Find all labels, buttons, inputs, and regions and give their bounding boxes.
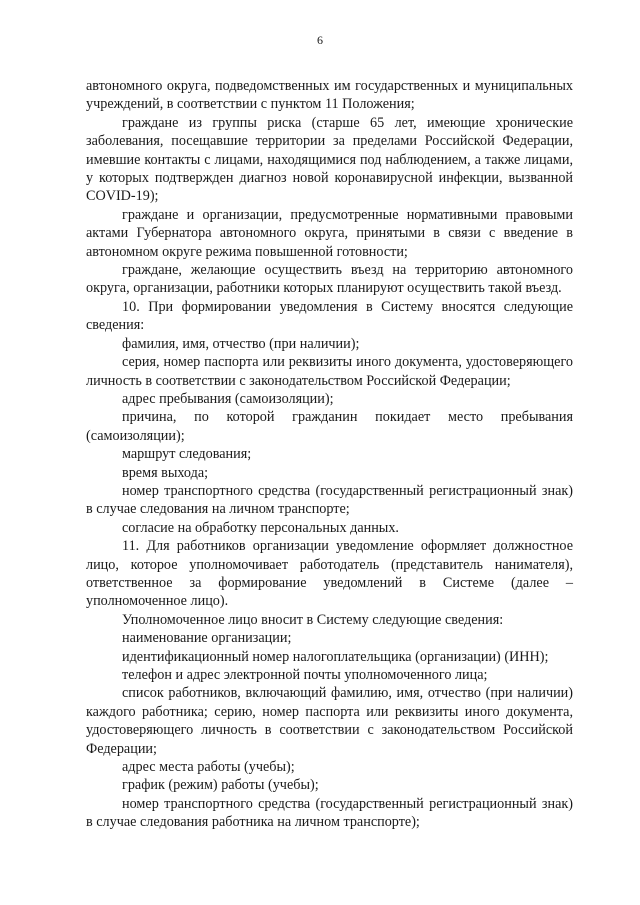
paragraph-7: серия, номер паспорта или реквизиты иного документа, удостоверяющего личность в соответствии с законодательством Российской Федерации; xyxy=(86,354,573,389)
paragraph-14: 11. Для работников организации уведомление оформляет должностное лицо, которое уполномочивает работодатель (представитель нанимателя), ответственное за формирование уведомлений в Системе (далее – уполномоченное лицо). xyxy=(86,538,573,610)
paragraph-13: согласие на обработку персональных данных. xyxy=(122,519,399,536)
paragraph-21: график (режим) работы (учебы); xyxy=(122,777,319,794)
paragraph-9: причина, по которой гражданин покидает место пребывания (самоизоляции); xyxy=(86,409,573,444)
paragraph-12: номер транспортного средства (государственный регистрационный знак) в случае следования на личном транспорте; xyxy=(86,482,573,518)
paragraph-8: адрес пребывания (самоизоляции); xyxy=(122,390,334,407)
paragraph-2: граждане из группы риска (старше 65 лет, имеющие хронические заболевания, посещавшие территории за пределами Российской Федерации, имевшие контакты с лицами, находящимися под наблюдением, а также лицами, у которых подтвержден диагноз новой коронавирусной инфекции, вызванной COVID-19); xyxy=(86,114,573,205)
paragraph-6: фамилия, имя, отчество (при наличии); xyxy=(122,335,360,352)
paragraph-11: время выхода; xyxy=(122,464,209,481)
paragraph-10: маршрут следования; xyxy=(122,446,252,463)
paragraph-1: автономного округа, подведомственных им государственных и муниципальных учреждений, в соответствии с пунктом 11 Положения; xyxy=(86,78,573,113)
paragraph-3: граждане и организации, предусмотренные нормативными правовыми актами Губернатора автономного округа, принятыми в связи с введение в автономном округе режима повышенной готовности; xyxy=(86,206,573,260)
paragraph-20: адрес места работы (учебы); xyxy=(122,759,295,776)
paragraph-15: Уполномоченное лицо вносит в Систему следующие сведения: xyxy=(122,611,504,628)
paragraph-22: номер транспортного средства (государственный регистрационный знак) в случае следования работника на личном транспорте); xyxy=(86,795,573,831)
paragraph-17: идентификационный номер налогоплательщика (организации) (ИНН); xyxy=(122,648,549,665)
page-number: 6 xyxy=(317,33,323,47)
paragraph-4: граждане, желающие осуществить въезд на территорию автономного округа, организации, работники которых планируют осуществить такой въезд. xyxy=(86,262,573,297)
paragraph-19: список работников, включающий фамилию, имя, отчество (при наличии) каждого работника; серию, номер паспорта или реквизиты иного документа, удостоверяющего личность в соответствии с законодательством Российской Федерации; xyxy=(86,685,573,757)
paragraph-16: наименование организации; xyxy=(122,630,292,647)
paragraph-18: телефон и адрес электронной почты уполномоченного лица; xyxy=(122,667,488,683)
document-body xyxy=(86,77,573,832)
paragraph-5: 10. При формировании уведомления в Систему вносятся следующие сведения: xyxy=(86,298,573,334)
